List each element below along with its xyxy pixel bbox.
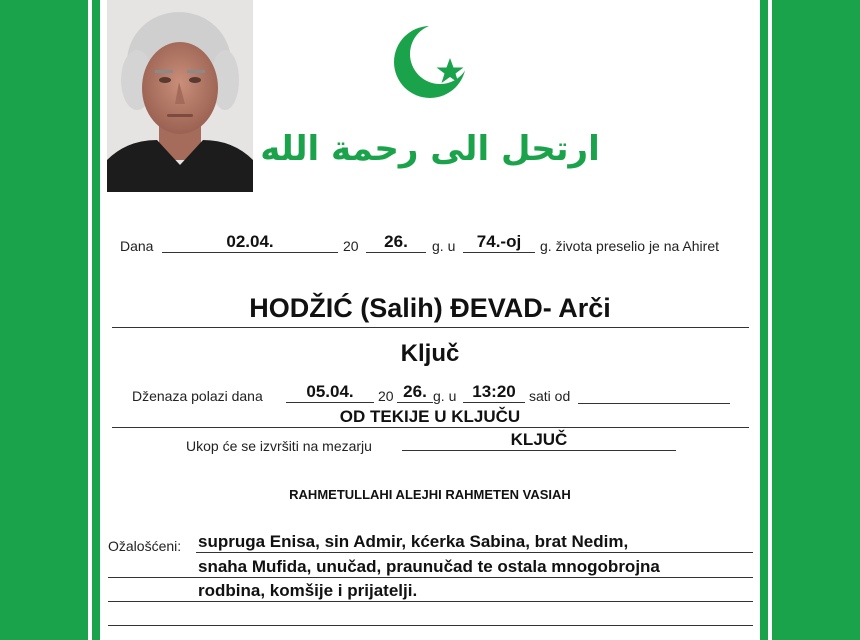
label-funeral-start: Dženaza polazi dana <box>132 388 263 404</box>
label-20: 20 <box>343 238 359 254</box>
deceased-name: HODŽIĆ (Salih) ĐEVAD- Arči <box>249 293 611 323</box>
label-mourners: Ožalošćeni: <box>108 538 182 554</box>
funeral-place-underline <box>112 427 749 428</box>
islamic-emblem <box>260 18 600 178</box>
label-20-funeral: 20 <box>378 388 394 404</box>
mourners-underline-4 <box>108 625 753 626</box>
right-border-line <box>768 0 772 640</box>
death-date: 02.04. <box>162 232 338 253</box>
funeral-place: OD TEKIJE U KLJUČU <box>339 407 521 426</box>
obituary-notice <box>100 0 760 640</box>
label-g-u: g. u <box>432 238 456 254</box>
age: 74.-oj <box>463 232 535 253</box>
funeral-year: 26. <box>397 382 433 403</box>
name-underline <box>112 327 749 328</box>
deceased-city: Ključ <box>400 340 460 367</box>
mourners-underline-2 <box>108 577 753 578</box>
label-burial: Ukop će se izvršiti na mezarju <box>186 438 372 454</box>
label-g-u-funeral: g. u <box>433 388 457 404</box>
mourners-underline-1 <box>196 552 753 553</box>
death-year: 26. <box>366 232 426 253</box>
arabic-calligraphy: ارتحل الى رحمة الله <box>260 129 600 169</box>
mourners-underline-3 <box>108 601 753 602</box>
funeral-date: 05.04. <box>286 382 374 403</box>
label-dana: Dana <box>120 238 154 254</box>
deceased-photo <box>107 0 253 192</box>
burial-place: KLJUČ <box>402 430 676 451</box>
mourners-line-3: rodbina, komšije i prijatelji. <box>198 581 418 600</box>
left-border-line <box>88 0 92 640</box>
funeral-time: 13:20 <box>463 382 525 403</box>
funeral-blank-line <box>578 403 730 404</box>
label-rest: g. života preselio je na Ahiret <box>540 238 719 254</box>
dua-text: RAHMETULLAHI ALEJHI RAHMETEN VASIAH <box>289 487 571 502</box>
mourners-line-1: supruga Enisa, sin Admir, kćerka Sabina, brat Nedim, <box>198 532 629 551</box>
mourners-line-2: snaha Mufida, unučad, praunučad te ostala mnogobrojna <box>198 557 660 576</box>
label-sati-od: sati od <box>529 388 571 404</box>
